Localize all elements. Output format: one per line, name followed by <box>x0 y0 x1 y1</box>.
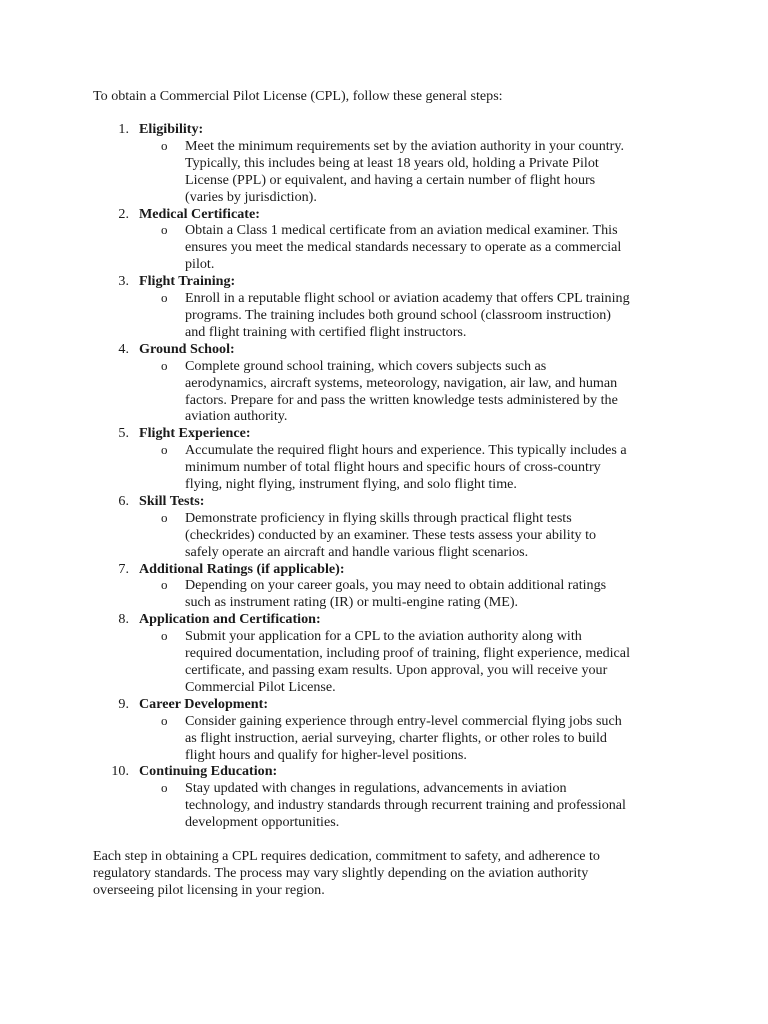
step-number: 7. <box>118 560 129 577</box>
step-bullet <box>93 222 685 273</box>
step-number: 5. <box>118 425 129 442</box>
step-detail-line: certificate, and passing exam results. Upon approval, you will receive your <box>185 662 608 678</box>
step-detail-line: factors. Prepare for and pass the written knowledge tests administered by the <box>185 391 618 408</box>
step-detail-line: Demonstrate proficiency in flying skills through practical flight tests <box>185 509 572 526</box>
step-title: Application and Certification: <box>139 611 321 628</box>
step-heading <box>93 611 693 628</box>
step-number: 6. <box>118 492 129 509</box>
step-detail-line: required documentation, including proof of training, flight experience, medical <box>185 645 630 662</box>
step-heading <box>93 425 693 442</box>
step-title: Additional Ratings (if applicable): <box>139 560 345 577</box>
step-detail-line: Commercial Pilot License. <box>185 678 336 695</box>
hollow-bullet-icon: o <box>161 712 168 728</box>
step-title: Ground School: <box>139 340 235 357</box>
step-item <box>93 425 693 493</box>
step-heading <box>93 763 693 780</box>
step-detail-line: as flight instruction, aerial surveying, charter flights, or other roles to build <box>185 729 607 746</box>
hollow-bullet-icon: o <box>161 357 168 373</box>
step-detail-line: Meet the minimum requirements set by the aviation authority in your country. <box>185 137 625 154</box>
steps-list <box>93 121 693 831</box>
step-detail-line: development opportunities. <box>185 814 340 831</box>
step-number: 3. <box>118 273 129 290</box>
step-detail-line: (checkrides) conducted by an examiner. These tests assess your ability to <box>185 526 597 543</box>
step-detail-line: Obtain a Class 1 medical certificate from an aviation medical examiner. This <box>185 222 618 239</box>
step-bullet <box>93 780 685 831</box>
step-detail-line: Depending on your career goals, you may need to obtain additional ratings <box>185 577 607 594</box>
step-detail-line: Complete ground school training, which covers subjects such as <box>185 357 547 374</box>
step-item <box>93 763 693 831</box>
hollow-bullet-icon: o <box>161 780 168 796</box>
hollow-bullet-icon: o <box>161 577 168 593</box>
hollow-bullet-icon: o <box>161 442 168 458</box>
step-title: Flight Training: <box>139 273 236 290</box>
step-heading <box>93 273 693 290</box>
step-bullet <box>93 358 685 426</box>
step-title: Skill Tests: <box>139 492 205 509</box>
step-number: 9. <box>118 695 129 712</box>
step-heading <box>93 341 693 358</box>
hollow-bullet-icon: o <box>161 137 168 153</box>
step-detail-line: License (PPL) or equivalent, and having a certain number of flight hours <box>185 171 596 188</box>
step-detail-line: Submit your application for a CPL to the aviation authority along with <box>185 628 582 645</box>
step-bullet <box>93 290 685 341</box>
step-title: Flight Experience: <box>139 425 251 442</box>
step-bullet <box>93 713 685 764</box>
intro-paragraph: To obtain a Commercial Pilot License (CPL), follow these general steps: <box>93 88 503 104</box>
step-item <box>93 493 693 561</box>
step-detail-line: such as instrument rating (IR) or multi-engine rating (ME). <box>185 594 519 611</box>
step-bullet <box>93 138 685 206</box>
step-detail-line: aviation authority. <box>185 408 288 425</box>
step-item <box>93 273 693 341</box>
step-detail-line: and flight training with certified flight instructors. <box>185 323 467 340</box>
step-detail-line: Enroll in a reputable flight school or aviation academy that offers CPL training <box>185 290 630 307</box>
step-detail-line: technology, and industry standards through recurrent training and professional <box>185 797 626 814</box>
step-item <box>93 206 693 274</box>
closing-line: regulatory standards. The process may vary slightly depending on the aviation authority <box>93 864 589 881</box>
step-item <box>93 611 693 696</box>
step-detail-line: Accumulate the required flight hours and experience. This typically includes a <box>185 442 627 459</box>
step-title: Medical Certificate: <box>139 205 260 222</box>
step-bullet <box>93 577 685 611</box>
step-detail-line: Typically, this includes being at least 18 years old, holding a Private Pilot <box>185 154 599 171</box>
step-detail-line: ensures you meet the medical standards necessary to operate as a commercial <box>185 239 622 256</box>
step-number: 4. <box>118 340 129 357</box>
step-title: Eligibility: <box>139 121 204 137</box>
hollow-bullet-icon: o <box>161 509 168 525</box>
step-item <box>93 561 693 612</box>
step-number: 10. <box>111 763 129 780</box>
hollow-bullet-icon: o <box>161 222 168 238</box>
step-detail-line: minimum number of total flight hours and specific hours of cross-country <box>185 459 601 476</box>
step-detail-line: aerodynamics, aircraft systems, meteorology, navigation, air law, and human <box>185 374 618 391</box>
step-number: 2. <box>118 205 129 222</box>
step-heading <box>93 561 693 578</box>
hollow-bullet-icon: o <box>161 290 168 306</box>
step-heading <box>93 696 693 713</box>
step-item <box>93 121 693 206</box>
step-number: 8. <box>118 611 129 628</box>
step-bullet <box>93 510 685 561</box>
closing-paragraph <box>93 848 673 899</box>
step-detail-line: flying, night flying, instrument flying, and solo flight time. <box>185 476 517 493</box>
step-item <box>93 696 693 764</box>
step-heading <box>93 493 693 510</box>
step-detail-line: Consider gaining experience through entry-level commercial flying jobs such <box>185 712 622 729</box>
step-item <box>93 341 693 426</box>
step-detail-line: safely operate an aircraft and handle various flight scenarios. <box>185 543 529 560</box>
step-title: Career Development: <box>139 695 269 712</box>
step-detail-line: Stay updated with changes in regulations, advancements in aviation <box>185 780 567 797</box>
closing-line: overseeing pilot licensing in your region. <box>93 881 325 898</box>
closing-line: Each step in obtaining a CPL requires dedication, commitment to safety, and adherence to <box>93 848 600 864</box>
step-detail-line: pilot. <box>185 256 215 273</box>
step-bullet <box>93 628 685 696</box>
hollow-bullet-icon: o <box>161 628 168 644</box>
step-heading <box>93 121 693 138</box>
step-title: Continuing Education: <box>139 763 278 780</box>
step-detail-line: programs. The training includes both ground school (classroom instruction) <box>185 306 611 323</box>
step-bullet <box>93 442 685 493</box>
step-heading <box>93 206 693 223</box>
step-number: 1. <box>118 121 129 137</box>
step-detail-line: flight hours and qualify for higher-level positions. <box>185 746 467 763</box>
step-detail-line: (varies by jurisdiction). <box>185 188 317 205</box>
